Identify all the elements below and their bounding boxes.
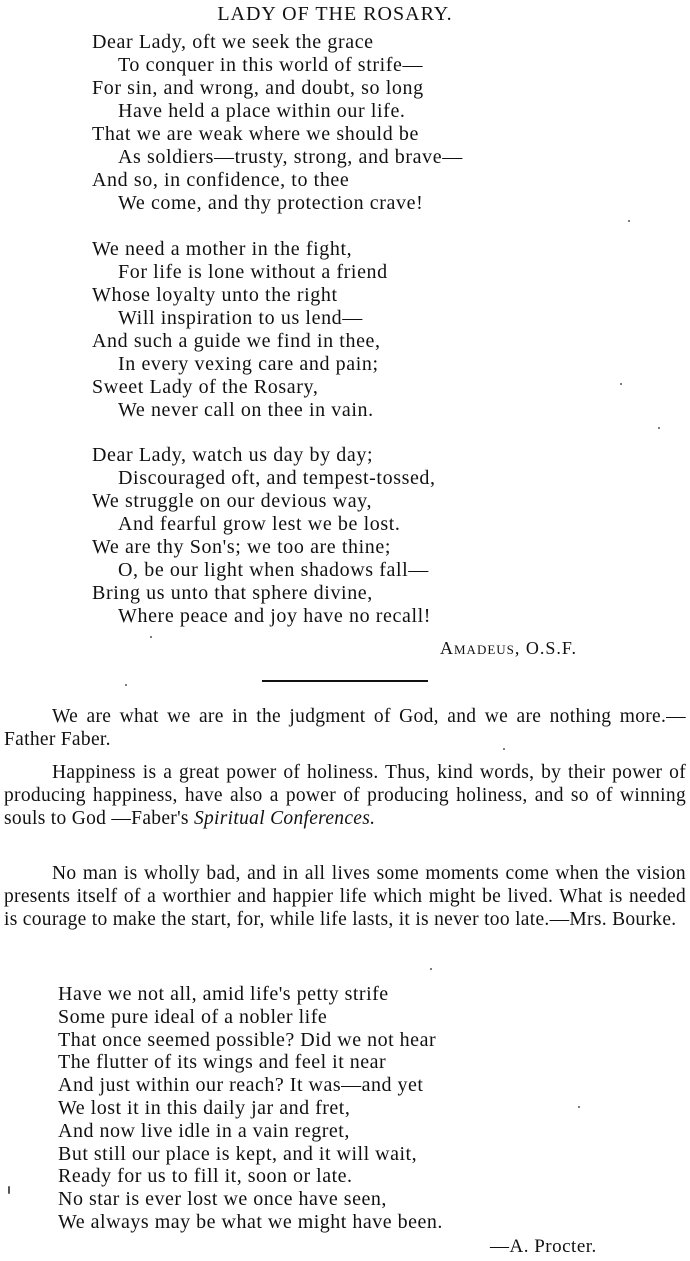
- poem-line: And such a guide we find in thee,: [92, 330, 381, 352]
- author-suffix: , O.S.F.: [514, 638, 577, 658]
- poem-stanza-2: [92, 238, 388, 422]
- verse-line: And just within our reach? It was—and yet: [58, 1074, 424, 1097]
- print-speck: [150, 636, 152, 638]
- poem-line: Where peace and joy have no recall!: [118, 605, 432, 627]
- poem-line: For life is lone without a friend: [118, 261, 388, 283]
- author-name: Amadeus: [440, 638, 515, 658]
- procter-signature: —A. Procter.: [490, 1236, 597, 1257]
- print-speck: [8, 1186, 10, 1194]
- verse-line: Ready for us to fill it, soon or late.: [58, 1165, 353, 1188]
- quote-faber: [4, 705, 686, 751]
- quote-bourke: [4, 862, 686, 931]
- poem-line: We need a mother in the fight,: [92, 238, 353, 260]
- poem-line: And fearful grow lest we be lost.: [118, 513, 401, 535]
- quote-faber-conferences: [4, 761, 686, 830]
- verse-line: Have we not all, amid life's petty strife: [58, 983, 389, 1005]
- quote-text: Happiness is a great power of holiness. Thus, kind words, by their power of producing happiness, have also a power of producing holiness, and so of winning souls to God —Faber's: [4, 762, 686, 829]
- poem-line: Bring us unto that sphere divine,: [92, 582, 373, 604]
- poem-line: Dear Lady, watch us day by day;: [92, 444, 374, 466]
- verse-line: But still our place is kept, and it will wait,: [58, 1142, 418, 1165]
- verse-line: We always may be what we might have been.: [58, 1210, 443, 1233]
- poem-line: In every vexing care and pain;: [118, 353, 379, 375]
- print-speck: [658, 427, 660, 429]
- poem-line: As soldiers—trusty, strong, and brave—: [118, 146, 463, 168]
- poem-stanza-3: [92, 444, 436, 628]
- poem-signature: [440, 638, 577, 659]
- print-speck: [620, 383, 622, 385]
- poem-line: To conquer in this world of strife—: [118, 54, 424, 76]
- print-speck: [125, 684, 127, 686]
- quote-text: No man is wholly bad, and in all lives some moments come when the vision presents itself of a worthier and happier life which might be lived. What is needed is courage to make the start, for, while life lasts, it is never too late.—Mrs. Bourke.: [4, 863, 686, 930]
- poem-line: And so, in confidence, to thee: [92, 169, 350, 191]
- poem-stanza-1: [92, 31, 463, 215]
- print-speck: [628, 220, 630, 222]
- quote-text: We are what we are in the judgment of God, and we are nothing more.—Father Faber.: [4, 706, 686, 750]
- quote-source: Spiritual Conferences.: [193, 808, 376, 829]
- verse-line: And now live idle in a vain regret,: [58, 1119, 350, 1142]
- poem-line: Discouraged oft, and tempest-tossed,: [118, 467, 436, 489]
- poem-line: That we are weak where we should be: [92, 123, 419, 145]
- poem-line: O, be our light when shadows fall—: [118, 559, 429, 581]
- poem-line: We never call on thee in vain.: [118, 399, 374, 421]
- poem-title: LADY OF THE ROSARY.: [217, 3, 453, 25]
- verse-line: Some pure ideal of a nobler life: [58, 1005, 328, 1028]
- poem-line: Have held a place within our life.: [118, 100, 406, 122]
- poem-line: Sweet Lady of the Rosary,: [92, 376, 319, 398]
- poem-line: We are thy Son's; we too are thine;: [92, 536, 392, 558]
- print-speck: [578, 1106, 580, 1108]
- poem-line: We come, and thy protection crave!: [118, 192, 424, 214]
- section-divider: [262, 680, 428, 682]
- poem-line: Dear Lady, oft we seek the grace: [92, 31, 374, 53]
- poem-line: Will inspiration to us lend—: [118, 307, 363, 329]
- verse-line: That once seemed possible? Did we not hear: [58, 1028, 437, 1051]
- verse-line: No star is ever lost we once have seen,: [58, 1188, 387, 1211]
- print-speck: [503, 748, 505, 750]
- poem-line: Whose loyalty unto the right: [92, 284, 338, 306]
- print-speck: [430, 968, 432, 970]
- verse-line: The flutter of its wings and feel it near: [58, 1051, 387, 1074]
- verse-line: We lost it in this daily jar and fret,: [58, 1096, 351, 1119]
- poem-line: For sin, and wrong, and doubt, so long: [92, 77, 424, 99]
- procter-verse: [58, 983, 443, 1234]
- poem-line: We struggle on our devious way,: [92, 490, 373, 512]
